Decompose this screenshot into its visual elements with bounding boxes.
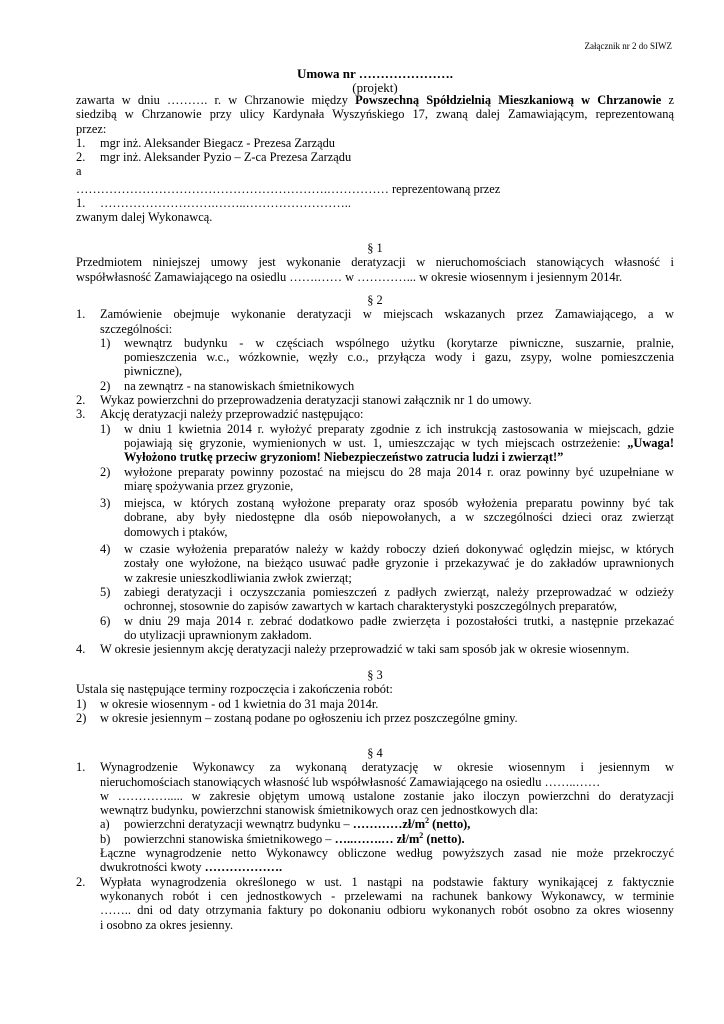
list-number: 2. [76,874,86,889]
list-number: a) [100,817,110,832]
intro-line: zwanym dalej Wykonawcą. [76,210,213,225]
list-text: W okresie jesiennym akcję deratyzacji należy przeprowadzić w taki sam sposób jak w okresie wiosennym. [100,642,630,657]
list-text: w …………..... w zakresie objętym umową ustalone zostanie jako iloczyn powierzchni do deratyzacji [100,788,674,803]
contractor-line: …………………………………………………….…………… reprezentowaną przez [76,181,501,196]
section-4 [76,746,674,932]
warning-text: „Uwaga! [627,435,674,450]
list-text: w dniu 29 maja 2014 r. zebrać dodatkowo padłe zwierzęta i pozostałości trutki, a następnie przekazać [124,613,674,628]
term-item [76,697,674,711]
list-text: szczególności: [100,321,173,336]
warning-text: Wyłożono trutkę przeciw gryzoniom! Niebezpieczeństwo zatrucia ludzi i zwierząt!” [124,450,564,465]
paragraph-item [76,307,674,336]
list-text: Akcję deratyzacji należy przeprowadzić następująco: [100,407,364,422]
contractor-representative [76,196,674,210]
list-number: 1. [76,760,86,775]
list-text: ochronnej, stosownie do zapisów zawartych w kartach charakterystyki poszczególnych preparatów, [124,599,617,614]
list-number: 3. [76,407,86,422]
list-text: wewnątrz budynku, powierzchni stanowisk śmietnikowych oraz cen jednostkowych dla: [100,803,539,818]
list-number: 4) [100,542,111,557]
sub-item [76,465,674,494]
list-number: 1. [76,196,86,211]
list-number: 1) [100,335,111,350]
list-text: dwukrotności kwoty [100,860,205,875]
section-2 [76,293,674,656]
amount-placeholder: ………………. [204,860,283,875]
sub-item [76,614,674,643]
cooperative-name: Powszechną Spółdzielnią Mieszkaniową w Chrzanowie [355,93,662,107]
list-text [100,860,674,874]
section-heading: § 3 [367,668,383,682]
list-text: Wykaz powierzchni do przeprowadzenia deratyzacji stanowi załącznik nr 1 do umowy. [100,393,532,408]
list-text: dobrane, aby były niedostępne dla osób niepowołanych, a w szczególności dzieci oraz zwierząt [124,510,674,525]
sub-item [76,496,674,539]
list-text: w dniu 1 kwietnia 2014 r. wyłożyć preparaty zgodnie z ich instrukcją zastosowania w miejscach, gdzie [124,421,674,436]
paragraph-item [76,875,674,932]
list-text: i osobno za okres jesienny. [100,917,234,932]
list-text: domowych i ptaków, [124,524,228,539]
section-heading: § 1 [367,241,383,255]
rate-placeholder: …………zł/m [352,817,426,832]
list-number: 2) [100,378,111,393]
list-text: …….. dni od daty otrzymania faktury po dokonaniu odbioru wykonanych robót osobno za okres wiosenny [100,903,674,918]
superscript: 2 [419,830,424,840]
paragraph-item [76,407,674,421]
list-number: b) [100,831,111,846]
list-text: miejsca, w których zostaną wyłożone preparaty oraz sposób wyłożenia preparatu powinny być tak [124,496,674,511]
rate-item-a [100,817,674,831]
contract-subtitle: (projekt) [352,80,398,95]
list-number: 2. [76,393,86,408]
list-text: mgr inż. Aleksander Pyzio – Z-ca Prezesa Zarządu [100,150,352,165]
list-text: wykonanych robót i cen jednostkowych - przelewami na rachunek bankowy Wykonawcy, w terminie [100,888,674,903]
list-text: powierzchni deratyzacji wewnątrz budynku – [124,817,353,832]
section-heading: § 4 [367,746,383,760]
list-number: 2) [100,464,111,479]
list-number: 1) [100,421,111,436]
paragraph-item [76,393,674,407]
intro-text: zawarta w dniu ………. r. w Chrzanowie między [76,93,356,107]
list-text: na zewnątrz - na stanowiskach śmietnikowych [124,378,355,393]
intro-text: z [661,93,674,107]
list-number: 1. [76,135,86,150]
list-text: w zakresie unieszkodliwiania zwłok zwierząt; [124,570,352,585]
list-number: 2) [76,710,87,725]
intro-line [76,93,674,107]
section-text: Przedmiotem niniejszej umowy jest wykonanie deratyzacji w nieruchomościach stanowiących własność i [76,255,674,270]
list-text: Wynagrodzenie Wykonawcy za wykonaną deratyzację w okresie wiosennym i jesiennym w [100,760,674,775]
list-text: do utylizacji uprawnionym zakładom. [124,627,312,642]
paragraph-item [76,760,674,874]
list-text: wyłożone preparaty powinny pozostać na miejscu do 28 maja 2014 r. oraz powinny być uzupełniane w [124,464,674,479]
list-text: zostały one wyłożone, na bieżąco usuwać padłe gryzonie i przekazywać je do zakładów uprawnionych [124,556,674,571]
intro-line: siedzibą w Chrzanowie przy ulicy Kardynała Wyszyńskiego 17, zwaną dalej Zamawiającym, reprezentowaną [76,107,674,122]
rate-placeholder: …..…….… zł/m [334,831,420,846]
section-text: współwłasność Zamawiającego na osiedlu …….…… w …………... w okresie wiosennym i jesiennym 2014r. [76,269,623,284]
sub-item [76,422,674,465]
list-text: pojawiają się gryzonie, wymienionych w ust. 1, umieszczając w tych miejscach ostrzeżenie: [124,435,628,450]
list-text: nieruchomościach stanowiących własność lub współwłasność Zamawiającego na osiedlu ……..…… [100,774,601,789]
section-1 [76,241,674,284]
contract-title: Umowa nr …………………. [296,66,454,81]
list-text: w czasie wyłożenia preparatów należy w każdy roboczy dzień dokonywać oględzin miejsc, w których [124,542,674,557]
rate-suffix: (netto). [423,831,465,846]
list-text: Zamówienie obejmuje wykonanie deratyzacji w miejscach wskazanych przez Zamawiającego, a w [100,307,674,322]
list-text: mgr inż. Aleksander Biegacz - Prezesa Zarządu [100,135,335,150]
section-text: Ustala się następujące terminy rozpoczęcia i zakończenia robót: [76,682,393,697]
rate-suffix: (netto), [429,817,471,832]
list-number: 5) [100,584,111,599]
list-text: w okresie wiosennym - od 1 kwietnia do 31 maja 2014r. [100,696,379,711]
section-3 [76,668,674,725]
list-text: zabiegi deratyzacji i oczyszczania pomieszczeń z padłych zwierząt, należy przeprowadzać w odzieży [124,584,674,599]
sub-item [76,542,674,585]
sub-item [76,336,674,379]
section-heading: § 2 [367,293,383,307]
list-number: 1) [76,696,87,711]
intro-line: przez: [76,121,107,136]
superscript: 2 [425,816,430,826]
list-text: ……………………….……..…………………….. [100,196,351,211]
list-text: piwniczne), [124,364,183,379]
attachment-label: Załącznik nr 2 do SIWZ [584,41,672,51]
representative-2 [76,150,674,164]
term-item [76,711,674,725]
list-number: 2. [76,150,86,165]
list-text: pomieszczenia w.c., wózkownie, węzły c.o., przyłącza wody i gazu, zsypy, wolne pomieszczenia [124,350,674,365]
conjunction: a [76,164,82,179]
list-number: 1. [76,307,86,322]
list-number: 4. [76,642,86,657]
list-text: miarę spożywania przez gryzonie, [124,478,294,493]
list-number: 3) [100,496,111,511]
rate-item-b [100,832,674,846]
sub-item [76,585,674,614]
intro-section [76,93,674,225]
list-text: wewnątrz budynku - w częściach wspólnego użytku (korytarze piwniczne, suszarnie, pralnie, [124,335,674,350]
representative-1 [76,136,674,150]
list-text: w okresie jesiennym – zostaną podane po ogłoszeniu ich przez poszczególne gminy. [100,710,518,725]
list-text: powierzchni stanowiska śmietnikowego – [124,831,335,846]
list-text: Łączne wynagrodzenie netto Wykonawcy obliczone według powyższych zasad nie może przekroczyć [100,846,674,861]
sub-item [76,379,674,393]
list-number: 6) [100,613,111,628]
list-text [124,436,674,450]
paragraph-item [76,642,674,656]
list-text: Wypłata wynagrodzenia określonego w ust. 1 nastąpi na podstawie faktury wynikającej z faktycznie [100,874,674,889]
